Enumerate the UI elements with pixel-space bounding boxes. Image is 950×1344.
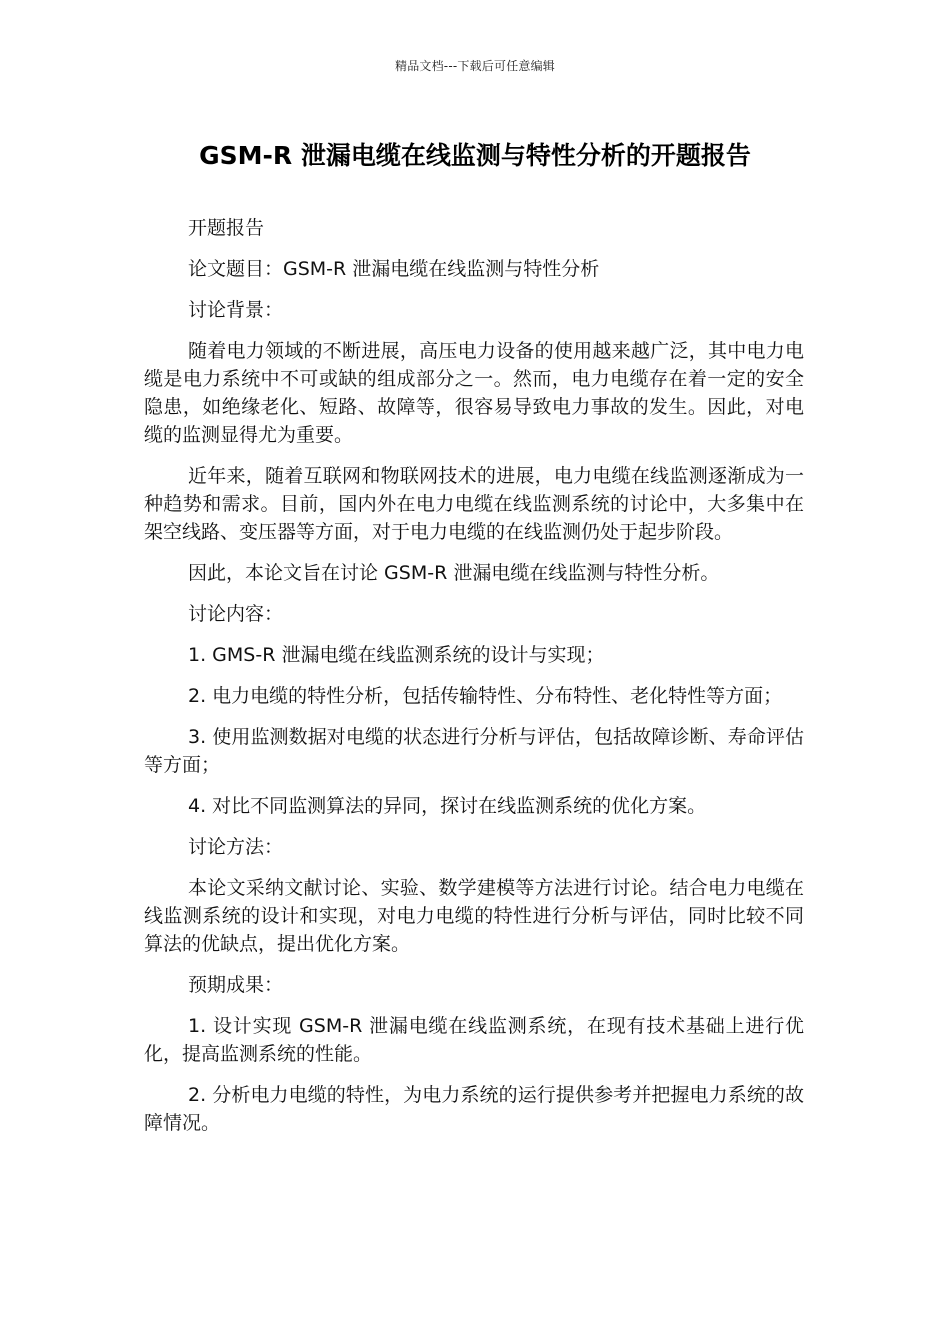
result-item-2: 2. 分析电力电缆的特性，为电力系统的运行提供参考并把握电力系统的故障情况。 <box>144 1084 804 1134</box>
document-body <box>144 214 804 1150</box>
paragraph-background-2: 近年来，随着互联网和物联网技术的进展，电力电缆在线监测逐渐成为一种趋势和需求。目前，国内外在电力电缆在线监测系统的讨论中，大多集中在架空线路、变压器等方面，对于电力电缆的在线监测仍处于起步阶段。 <box>144 465 804 543</box>
paragraph-report-label: 开题报告 <box>188 217 265 239</box>
heading-expected-results: 预期成果： <box>188 974 284 996</box>
paragraph-background-1: 随着电力领域的不断进展，高压电力设备的使用越来越广泛，其中电力电缆是电力系统中不可或缺的组成部分之一。然而，电力电缆存在着一定的安全隐患，如绝缘老化、短路、故障等，很容易导致电力事故的发生。因此，对电缆的监测显得尤为重要。 <box>144 340 804 446</box>
page-header: 精品文档---下载后可任意编辑 <box>395 59 555 73</box>
content-item-4: 4. 对比不同监测算法的异同，探讨在线监测系统的优化方案。 <box>188 795 707 817</box>
content-item-3: 3. 使用监测数据对电缆的状态进行分析与评估，包括故障诊断、寿命评估等方面； <box>144 726 804 776</box>
result-item-1: 1. 设计实现 GSM-R 泄漏电缆在线监测系统，在现有技术基础上进行优化，提高监测系统的性能。 <box>144 1015 804 1065</box>
content-item-2: 2. 电力电缆的特性分析，包括传输特性、分布特性、老化特性等方面； <box>188 685 783 707</box>
heading-method: 讨论方法： <box>188 836 284 858</box>
content-item-1: 1. GMS-R 泄漏电缆在线监测系统的设计与实现； <box>188 644 605 666</box>
paragraph-background-3: 因此，本论文旨在讨论 GSM-R 泄漏电缆在线监测与特性分析。 <box>188 562 720 584</box>
heading-content: 讨论内容： <box>188 603 284 625</box>
paragraph-method: 本论文采纳文献讨论、实验、数学建模等方法进行讨论。结合电力电缆在线监测系统的设计和实现，对电力电缆的特性进行分析与评估，同时比较不同算法的优缺点，提出优化方案。 <box>144 877 804 955</box>
heading-background: 讨论背景： <box>188 299 284 321</box>
document-title: GSM-R 泄漏电缆在线监测与特性分析的开题报告 <box>199 141 751 170</box>
paragraph-thesis-title: 论文题目：GSM-R 泄漏电缆在线监测与特性分析 <box>188 258 600 280</box>
